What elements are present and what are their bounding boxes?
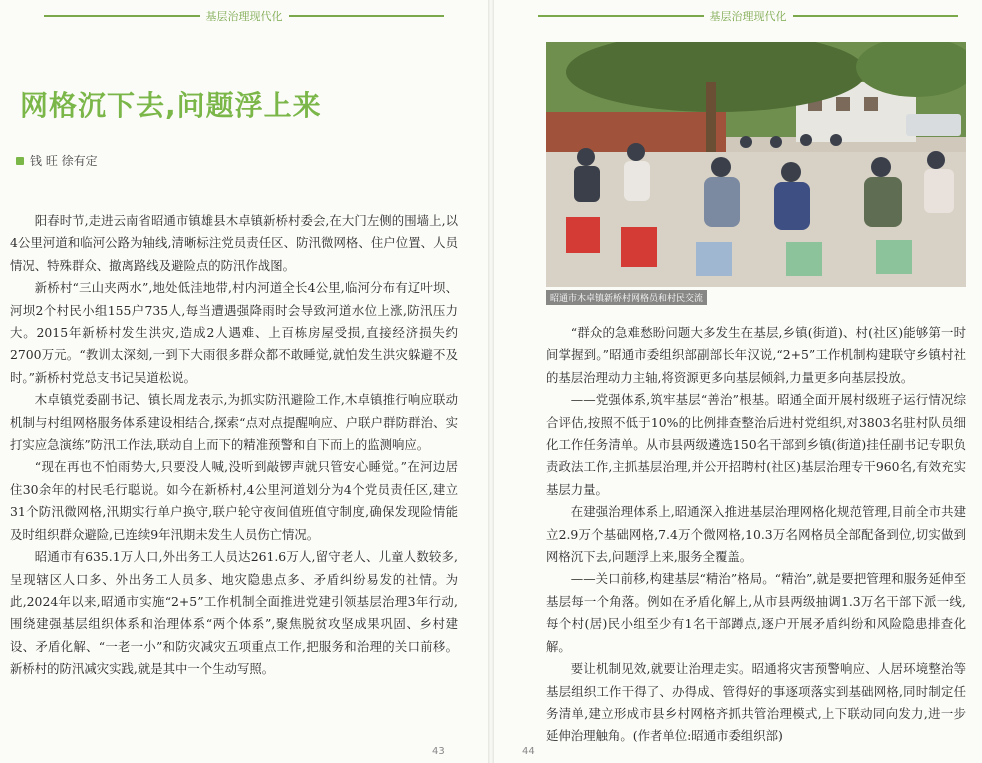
left-body-text — [10, 210, 458, 681]
left-page — [0, 0, 488, 763]
paragraph: 要让机制见效,就要让治理走实。昭通将灾害预警响应、人居环境整治等基层组织工作干得了、办得成、管得好的事逐项落实到基础网格,同时制定任务清单,建立形成市县乡村网格齐抓共管治理模式,上下联动同向发力,进一步延伸治理触角。(作者单位:昭通市委组织部) — [546, 661, 966, 744]
photo-caption: 昭通市木卓镇新桥村网格员和村民交流 — [546, 290, 707, 305]
photo-illustration — [546, 42, 966, 287]
paragraph: 昭通市有635.1万人口,外出务工人员达261.6万人,留守老人、儿童人数较多,呈现辖区人口多、外出务工人员多、地灾隐患点多、矛盾纠纷易发的社情。为此,2024年以来,昭通市实施“2+5”工作机制全面推进党建引领基层治理3年行动,围绕建强基层组织体系和治理体系“两个体系”,聚焦脱贫攻坚成果巩固、乡村建设、矛盾化解、“一老一小”和防灾减灾五项重点工作,把服务和治理的关口前移。新桥村的防汛减灾实践,就是其中一个生动写照。 — [10, 549, 458, 677]
section-title: 基层治理现代化 — [205, 10, 283, 23]
paragraph: “群众的急难愁盼问题大多发生在基层,乡镇(街道)、村(社区)能够第一时间掌握到。”昭通市委组织部副部长年汉说,“2+5”工作机制构建联守乡镇村社的基层治理动力主轴,将资源更多向基层倾斜,力量更多向基层投放。 — [546, 325, 966, 385]
section-title: 基层治理现代化 — [709, 10, 787, 23]
paragraph: 阳春时节,走进云南省昭通市镇雄县木卓镇新桥村委会,在大门左侧的围墙上,以4公里河道和临河公路为轴线,清晰标注党员责任区、防汛微网格、住户位置、人员情况、特殊群众、撤离路线及避险点的防汛作战图。 — [10, 213, 458, 273]
header-rule — [538, 15, 704, 17]
paragraph: ——关口前移,构建基层“精治”格局。“精治”,就是要把管理和服务延伸至基层每一个角落。例如在矛盾化解上,从市县两级抽调1.3万名干部下派一线,每个村(居)民小组至少有1名干部蹲点,逐户开展矛盾纠纷和风险隐患排查化解。 — [546, 571, 966, 654]
article-title: 网格沉下去,问题浮上来 — [20, 89, 322, 122]
left-page-header — [44, 8, 444, 24]
article-authors — [16, 152, 98, 169]
page-number-left: 43 — [432, 746, 445, 757]
page-number-right: 44 — [522, 746, 535, 757]
header-rule — [289, 15, 445, 17]
paragraph: 新桥村“三山夹两水”,地处低洼地带,村内河道全长4公里,临河分布有辽叶坝、河坝2个村民小组155户735人,每当遭遇强降雨时会导致河道水位上涨,防汛压力大。2015年新桥村发生洪灾,造成2人遇难、上百栋房屋受损,直接经济损失约2700万元。“教训太深刻,一到下大雨很多群众都不敢睡觉,就怕发生洪灾躲避不及时。”新桥村党总支书记吴道松说。 — [10, 280, 458, 385]
right-page — [494, 0, 982, 763]
bullet-icon — [16, 157, 24, 165]
header-rule — [793, 15, 959, 17]
right-body-text — [546, 322, 966, 748]
paragraph: 木卓镇党委副书记、镇长周龙表示,为抓实防汛避险工作,木卓镇推行响应联动机制与村组网格服务体系建设相结合,探索“点对点提醒响应、户联户群防群治、实打实应急演练”防汛工作法,联动自上而下的精准预警和自下而上的监测响应。 — [10, 392, 458, 453]
village-meeting-photo — [546, 42, 966, 287]
paragraph: 在建强治理体系上,昭通深入推进基层治理网格化规范管理,目前全市共建立2.9万个基础网格,7.4万个微网格,10.3万名网格员全部配备到位,切实做到网格沉下去,问题浮上来,服务全覆盖。 — [546, 504, 966, 565]
right-page-header — [538, 8, 958, 24]
header-rule — [44, 15, 200, 17]
paragraph: “现在再也不怕雨势大,只要没人喊,没听到敲锣声就只管安心睡觉。”在河边居住30余年的村民毛行聪说。如今在新桥村,4公里河道划分为4个党员责任区,建立31个防汛微网格,汛期实行单户换守,联户轮守夜间值班值守制度,确保发现险情能及时组织群众避险,已连续9年汛期未发生人员伤亡情况。 — [10, 459, 458, 542]
author-names: 钱 旺 徐有定 — [30, 154, 98, 168]
paragraph: ——党强体系,筑牢基层“善治”根基。昭通全面开展村级班子运行情况综合评估,按照不低于10%的比例排查整治后进村党组织,对3803名驻村队员细化工作任务清单。从市县两级遴选150名干部到乡镇(街道)挂任副书记专职负责政法工作,主抓基层治理,并公开招聘村(社区)基层治理专干960名,有效充实基层力量。 — [546, 392, 966, 497]
